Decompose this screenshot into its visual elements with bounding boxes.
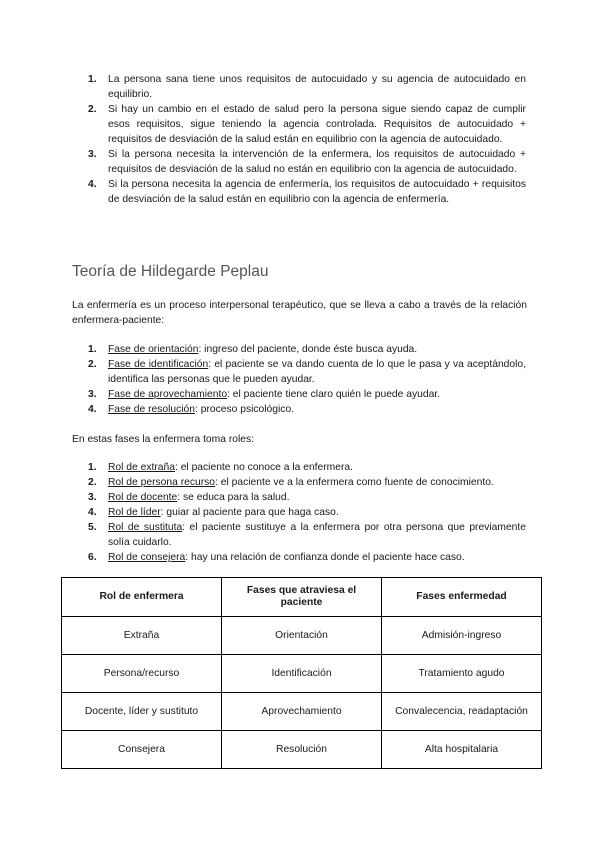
phase-description: : el paciente tiene claro quién le puede ayudar. bbox=[227, 389, 441, 400]
table-cell: Alta hospitalaria bbox=[382, 731, 542, 769]
list-text: Si la persona necesita la intervención de la enfermera, los requisitos de autocuidado + requisitos de desviación de la salud no están en equilibrio con la agencia de autocuidado. bbox=[108, 149, 526, 175]
list-item bbox=[88, 147, 526, 177]
table-row bbox=[62, 693, 542, 731]
role-description: : el paciente sustituye a la enfermera por otra persona que previamente solía cuidarlo. bbox=[108, 522, 526, 548]
table-header-cell: Fases que atraviesa el paciente bbox=[222, 578, 382, 617]
role-description: : el paciente no conoce a la enfermera. bbox=[174, 462, 354, 473]
list-item bbox=[88, 387, 526, 402]
list-item bbox=[88, 402, 526, 417]
table-cell: Orientación bbox=[222, 617, 382, 655]
phase-term: Fase de orientación bbox=[108, 344, 199, 355]
table-cell: Extraña bbox=[62, 617, 222, 655]
list-text: Si hay un cambio en el estado de salud pero la persona sigue siendo capaz de cumplir esos requisitos, sigue teniendo la agencia controlada. Requisitos de autocuidado + requisitos de desviación de la salud están en equilibrio con la agencia de autocuidado. bbox=[108, 104, 526, 145]
phase-term: Fase de aprovechamiento bbox=[108, 389, 228, 400]
roles-list bbox=[88, 460, 526, 565]
list-item bbox=[88, 490, 526, 505]
section-heading: Teoría de Hildegarde Peplau bbox=[72, 263, 269, 280]
table-cell: Tratamiento agudo bbox=[382, 655, 542, 693]
table-cell: Resolución bbox=[222, 731, 382, 769]
table-header-cell: Fases enfermedad bbox=[382, 578, 542, 617]
list-text: La persona sana tiene unos requisitos de autocuidado y su agencia de autocuidado en equilibrio. bbox=[108, 74, 526, 100]
table-cell: Consejera bbox=[62, 731, 222, 769]
table-header-row bbox=[62, 578, 542, 617]
list-text: Si la persona necesita la agencia de enfermería, los requisitos de autocuidado + requisitos de desviación de la salud están en equilibrio con la agencia de enfermería. bbox=[108, 179, 526, 205]
phase-term: Fase de resolución bbox=[108, 404, 196, 415]
list-number: 2. bbox=[88, 359, 97, 370]
phase-term: Fase de identificación bbox=[108, 359, 209, 370]
list-number: 4. bbox=[88, 507, 97, 518]
list-number: 1. bbox=[88, 462, 97, 473]
table-cell: Convalecencia, readaptación bbox=[382, 693, 542, 731]
table-cell: Persona/recurso bbox=[62, 655, 222, 693]
phase-description: : el paciente se va dando cuenta de lo que le pasa y va aceptándolo, identifica las personas que le pueden ayudar. bbox=[108, 359, 526, 385]
table-cell: Admisión-ingreso bbox=[382, 617, 542, 655]
list-number: 1. bbox=[88, 344, 97, 355]
list-number: 1. bbox=[88, 74, 97, 85]
list-number: 4. bbox=[88, 404, 97, 415]
phase-description: : proceso psicológico. bbox=[195, 404, 295, 415]
list-number: 3. bbox=[88, 389, 97, 400]
phases-list bbox=[88, 342, 526, 417]
self-care-list bbox=[88, 72, 526, 207]
list-number: 2. bbox=[88, 104, 97, 115]
role-term: Rol de persona recurso bbox=[108, 477, 216, 488]
list-number: 4. bbox=[88, 179, 97, 190]
table-cell: Docente, líder y sustituto bbox=[62, 693, 222, 731]
phase-description: : ingreso del paciente, donde éste busca ayuda. bbox=[198, 344, 418, 355]
intro-paragraph: La enfermería es un proceso interpersonal terapéutico, que se lleva a cabo a través de la relación enfermera-paciente: bbox=[72, 300, 527, 326]
list-number: 3. bbox=[88, 492, 97, 503]
role-term: Rol de líder bbox=[108, 507, 161, 518]
list-item bbox=[88, 357, 526, 387]
role-term: Rol de consejera bbox=[108, 552, 186, 563]
list-item bbox=[88, 177, 526, 207]
list-number: 6. bbox=[88, 552, 97, 563]
list-number: 3. bbox=[88, 149, 97, 160]
list-item bbox=[88, 102, 526, 147]
list-item bbox=[88, 550, 526, 565]
list-number: 2. bbox=[88, 477, 97, 488]
table-row bbox=[62, 731, 542, 769]
role-term: Rol de sustituta bbox=[108, 522, 183, 533]
list-item bbox=[88, 72, 526, 102]
table-cell: Aprovechamiento bbox=[222, 693, 382, 731]
list-number: 5. bbox=[88, 522, 97, 533]
list-item bbox=[88, 475, 526, 490]
table-header-cell: Rol de enfermera bbox=[62, 578, 222, 617]
list-item bbox=[88, 505, 526, 520]
table-cell: Identificación bbox=[222, 655, 382, 693]
table-row bbox=[62, 617, 542, 655]
roles-table bbox=[61, 577, 542, 769]
role-term: Rol de docente bbox=[108, 492, 178, 503]
role-description: : guiar al paciente para que haga caso. bbox=[160, 507, 339, 518]
role-description: : hay una relación de confianza donde el paciente hace caso. bbox=[185, 552, 465, 563]
list-item bbox=[88, 342, 526, 357]
role-term: Rol de extraña bbox=[108, 462, 175, 473]
role-description: : el paciente ve a la enfermera como fuente de conocimiento. bbox=[215, 477, 494, 488]
list-item bbox=[88, 520, 526, 550]
roles-intro: En estas fases la enfermera toma roles: bbox=[72, 434, 254, 445]
role-description: : se educa para la salud. bbox=[177, 492, 290, 503]
list-item bbox=[88, 460, 526, 475]
table-row bbox=[62, 655, 542, 693]
